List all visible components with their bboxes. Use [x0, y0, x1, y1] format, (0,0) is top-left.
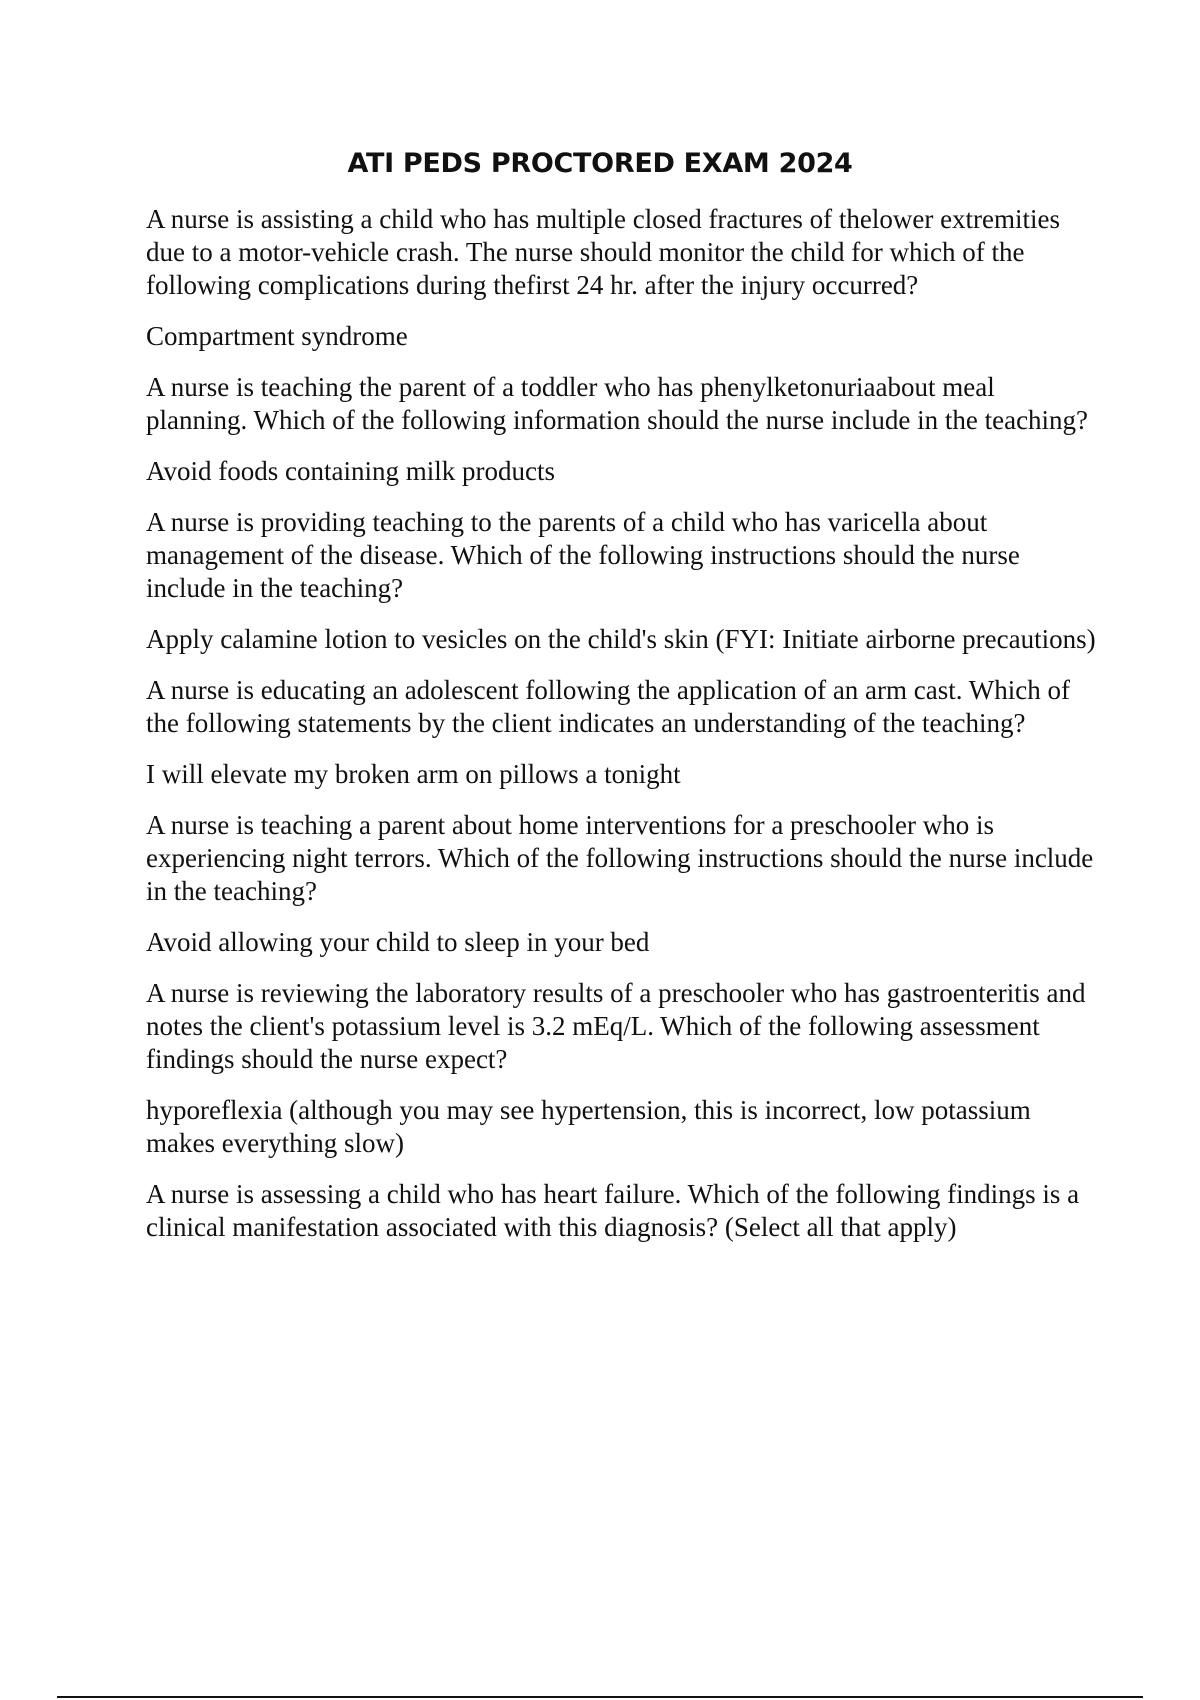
question-4: A nurse is educating an adolescent following the application of an arm cast. Which of the following statements by the client indicates an understanding of the teaching? [146, 675, 1070, 738]
answer-4: I will elevate my broken arm on pillows a tonight [146, 759, 681, 789]
question-6: A nurse is reviewing the laboratory results of a preschooler who has gastroenteritis and notes the client's potassium level is 3.2 mEq/L. Which of the following assessment findings should the nurse expect? [146, 978, 1086, 1074]
question-list [146, 203, 1096, 1262]
answer-1: Compartment syndrome [146, 321, 408, 351]
answer-3: Apply calamine lotion to vesicles on the child's skin (FYI: Initiate airborne precautions) [146, 624, 1096, 654]
question-1: A nurse is assisting a child who has multiple closed fractures of thelower extremities due to a motor-vehicle crash. The nurse should monitor the child for which of the following complications during thefirst 24 hr. after the injury occurred? [146, 204, 1061, 300]
answer-6: hyporeflexia (although you may see hypertension, this is incorrect, low potassium makes everything slow) [146, 1095, 1031, 1158]
bottom-divider [57, 1696, 1143, 1698]
answer-2: Avoid foods containing milk products [146, 456, 555, 486]
question-3: A nurse is providing teaching to the parents of a child who has varicella about management of the disease. Which of the following instructions should the nurse include in the teaching? [146, 507, 1020, 603]
answer-5: Avoid allowing your child to sleep in your bed [146, 927, 650, 957]
question-5: A nurse is teaching a parent about home interventions for a preschooler who is experiencing night terrors. Which of the following instructions should the nurse include in the teaching? [146, 810, 1094, 906]
question-2: A nurse is teaching the parent of a toddler who has phenylketonuriaabout meal planning. Which of the following information should the nurse include in the teaching? [146, 372, 1089, 435]
question-7: A nurse is assessing a child who has heart failure. Which of the following findings is a clinical manifestation associated with this diagnosis? (Select all that apply) [146, 1179, 1080, 1242]
document-title: ATI PEDS PROCTORED EXAM 2024 [347, 148, 853, 179]
